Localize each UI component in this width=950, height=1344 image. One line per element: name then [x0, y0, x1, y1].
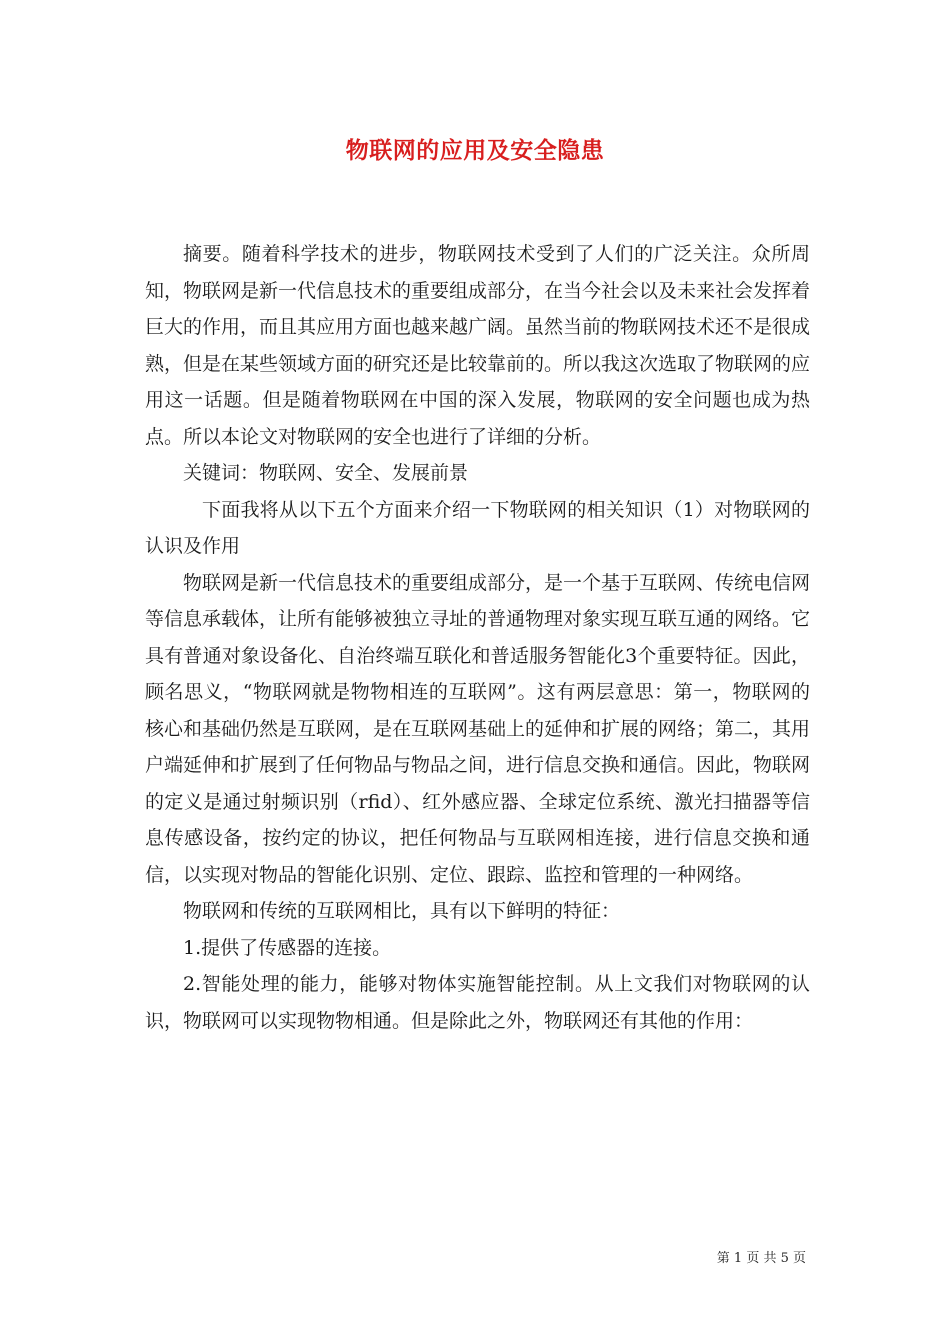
- paragraph-definition: 物联网是新一代信息技术的重要组成部分，是一个基于互联网、传统电信网等信息承载体，让所有能够被独立寻址的普通物理对象实现互联互通的网络。它具有普通对象设备化、自治终端互联化和普适服务智能化3个重要特征。因此，顾名思义，“物联网就是物物相连的互联网”。这有两层意思：第一，物联网的核心和基础仍然是互联网，是在互联网基础上的延伸和扩展的网络；第二，其用户端延伸和扩展到了任何物品与物品之间，进行信息交换和通信。因此，物联网的定义是通过射频识别（rfid）、红外感应器、全球定位系统、激光扫描器等信息传感设备，按约定的协议，把任何物品与互联网相连接，进行信息交换和通信，以实现对物品的智能化识别、定位、跟踪、监控和管理的一种网络。: [145, 571, 811, 886]
- page-number-footer: 第 1 页 共 5 页: [716, 1251, 806, 1266]
- paragraph-intro: 下面我将从以下五个方面来介绍一下物联网的相关知识（1）对物联网的认识及作用: [145, 498, 810, 557]
- paragraph-keywords: 关键词：物联网、安全、发展前景: [183, 462, 469, 484]
- paragraph-features-intro: 物联网和传统的互联网相比，具有以下鲜明的特征：: [183, 900, 621, 922]
- paragraph-feature-1: 1.提供了传感器的连接。: [183, 936, 392, 959]
- paragraph-abstract: 摘要。随着科学技术的进步，物联网技术受到了人们的广泛关注。众所周知，物联网是新一代信息技术的重要组成部分，在当今社会以及未来社会发挥着巨大的作用，而且其应用方面也越来越广阔。虽然当前的物联网技术还不是很成熟，但是在某些领域方面的研究还是比较靠前的。所以我这次选取了物联网的应用这一话题。但是随着物联网在中国的深入发展，物联网的安全问题也成为热点。所以本论文对物联网的安全也进行了详细的分析。: [145, 243, 811, 448]
- document-title: 物联网的应用及安全隐患: [345, 137, 605, 164]
- document-body: [145, 236, 810, 1039]
- paragraph-feature-2: 2.智能处理的能力，能够对物体实施智能控制。从上文我们对物联网的认识，物联网可以实现物物相通。但是除此之外，物联网还有其他的作用：: [145, 973, 810, 1032]
